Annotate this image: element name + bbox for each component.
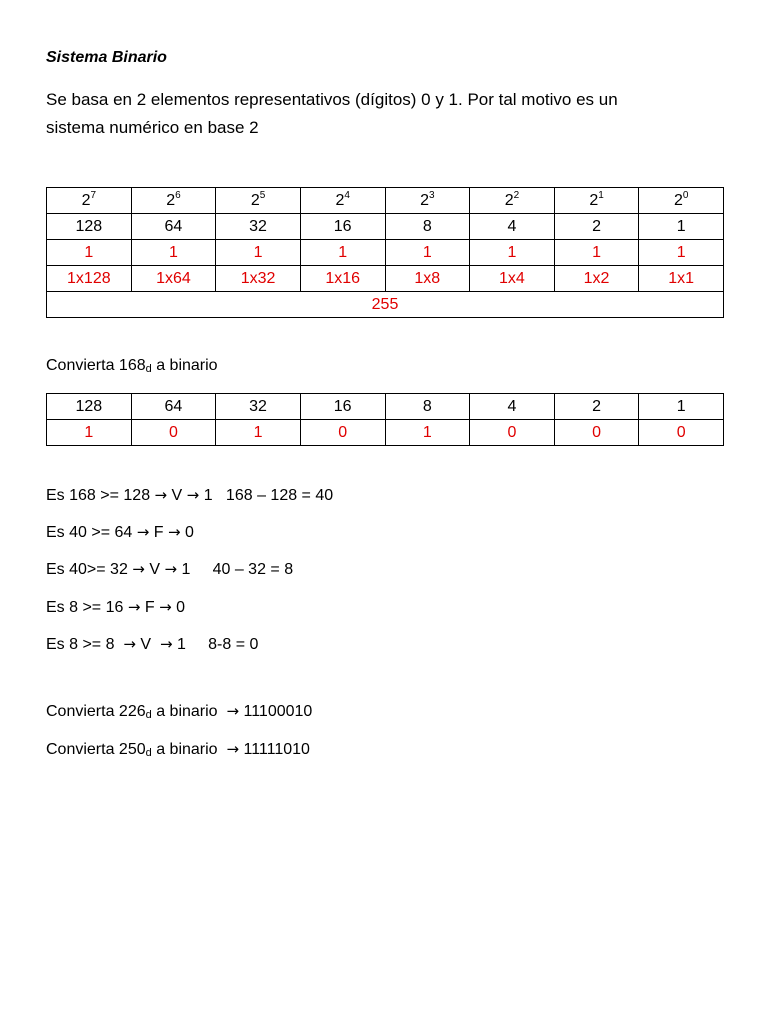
bit-cell: 0 [554,420,639,446]
powers-of-two-table [46,187,724,318]
exercise-226: Convierta $226_d$ a binario → 11100010 [46,702,313,721]
value-cell: 2 [554,214,639,240]
product-cell: 1x64 [131,266,216,292]
value-row [47,214,724,240]
value-cell: 128 [47,394,132,420]
power-cell: $2^5$ [216,188,301,214]
power-cell: $2^7$ [47,188,132,214]
product-cell: 1x128 [47,266,132,292]
bit-cell: 1 [47,240,132,266]
value-cell: 4 [470,394,555,420]
power-cell: $2^3$ [385,188,470,214]
value-cell: 4 [470,214,555,240]
bit-row [47,420,724,446]
step-line: Es 8 >= 8 → V → 1 8-8 = 0 [46,635,259,653]
step-line: Es 40>= 32 → V → 1 40 – 32 = 8 [46,560,294,578]
convert-168-label: Convierta $168_d$ a binario [46,357,218,375]
product-cell: 1x8 [385,266,470,292]
arrow-right-icon: → [154,486,168,504]
bit-cell: 1 [131,240,216,266]
intro-paragraph [46,86,696,142]
product-cell: 1x16 [300,266,385,292]
exponent-row [47,188,724,214]
value-cell: 32 [216,394,301,420]
bit-cell: 1 [554,240,639,266]
bit-cell: 1 [385,420,470,446]
step-line: Es 40 >= 64 → F → 0 [46,523,194,541]
arrow-right-icon: → [123,635,136,653]
arrow-right-icon: → [132,560,145,578]
power-cell: $2^4$ [300,188,385,214]
arrow-right-icon: → [164,560,178,578]
arrow-right-icon: → [127,598,141,616]
value-cell: 2 [554,394,639,420]
bit-cell: 0 [300,420,385,446]
value-cell: 32 [216,214,301,240]
bit-cell: 1 [47,420,132,446]
product-cell: 1x4 [470,266,555,292]
document-title: Sistema Binario [46,49,167,66]
bit-cell: 1 [639,240,724,266]
arrow-right-icon: → [159,635,173,653]
bit-cell: 0 [131,420,216,446]
bit-cell: 1 [300,240,385,266]
power-cell: $2^2$ [470,188,555,214]
power-cell: $2^6$ [131,188,216,214]
exercise-250: Convierta $250_d$ a binario → 11111010 [46,740,310,759]
value-cell: 8 [385,394,470,420]
value-cell: 16 [300,214,385,240]
step-line: Es 8 >= 16 → F → 0 [46,598,186,616]
value-row [47,394,724,420]
arrow-right-icon: → [186,486,200,504]
value-cell: 1 [639,394,724,420]
arrow-right-icon: → [159,598,172,616]
conversion-168-table [46,393,724,446]
intro-line-1: Se basa en 2 elementos representativos (dígitos) 0 y 1. Por tal motivo es un [46,90,618,109]
bit-cell: 0 [639,420,724,446]
bit-cell: 0 [470,420,555,446]
value-cell: 64 [131,394,216,420]
bit-cell: 1 [216,420,301,446]
value-cell: 64 [131,214,216,240]
total-cell: 255 [47,292,724,318]
total-row [47,292,724,318]
step-line: Es 168 >= 128 → V → 1 168 – 128 = 40 [46,486,334,504]
bit-cell: 1 [385,240,470,266]
product-row [47,266,724,292]
arrow-right-icon: → [226,702,240,720]
product-cell: 1x2 [554,266,639,292]
power-cell: $2^0$ [639,188,724,214]
power-cell: $2^1$ [554,188,639,214]
bit-cell: 1 [470,240,555,266]
product-cell: 1x32 [216,266,301,292]
arrow-right-icon: → [226,740,240,758]
bit-row [47,240,724,266]
intro-line-2: sistema numérico en base 2 [46,118,259,137]
bit-cell: 1 [216,240,301,266]
arrow-right-icon: → [136,523,150,541]
value-cell: 8 [385,214,470,240]
value-cell: 128 [47,214,132,240]
product-cell: 1x1 [639,266,724,292]
arrow-right-icon: → [167,523,181,541]
value-cell: 16 [300,394,385,420]
value-cell: 1 [639,214,724,240]
